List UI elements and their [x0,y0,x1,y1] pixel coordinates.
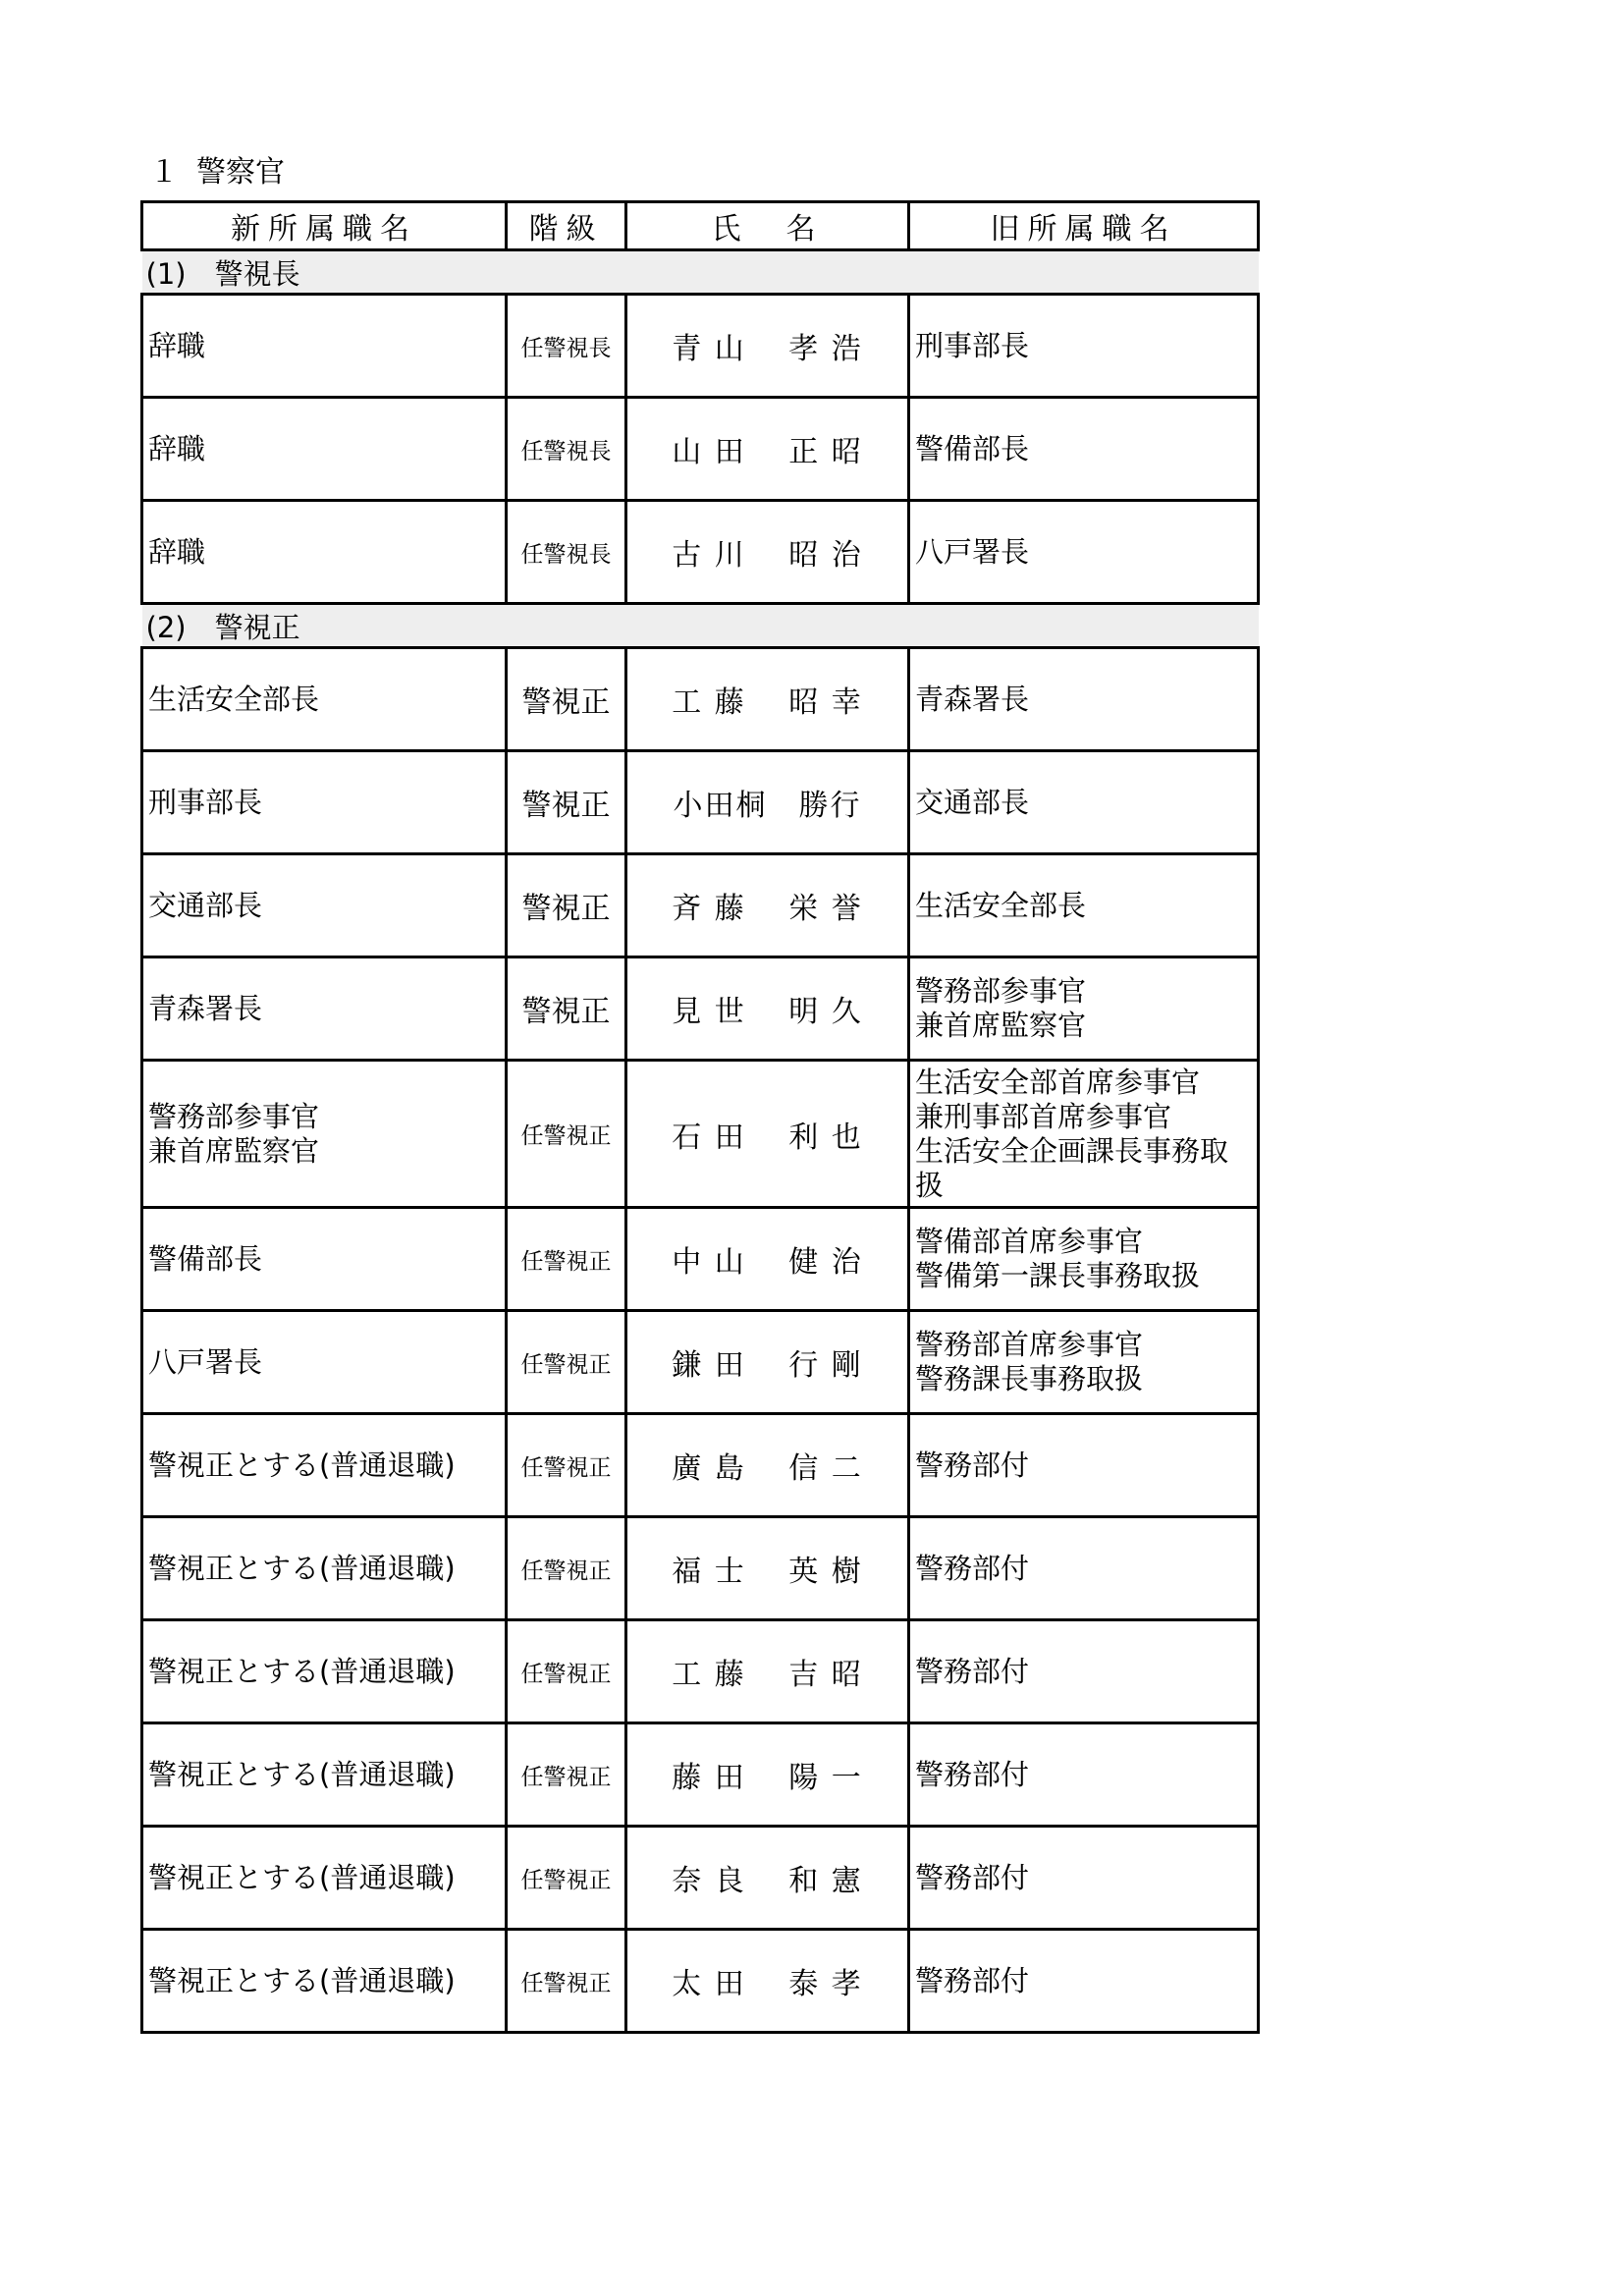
old-position-cell: 警務部付 [909,1517,1259,1620]
column-header-new-position: 新所属職名 [142,202,507,250]
column-header-old-position: 旧所属職名 [909,202,1259,250]
old-position-cell: 八戸署長 [909,501,1259,604]
column-header-rank: 階級 [507,202,626,250]
name-cell: 工 藤 昭 幸 [626,648,909,751]
table-row [142,1723,1259,1827]
table-row [142,501,1259,604]
name-cell: 太 田 泰 孝 [626,1930,909,2033]
old-position-cell: 生活安全部長 [909,854,1259,957]
name-cell: 斉 藤 栄 誉 [626,854,909,957]
name-cell: 古 川 昭 治 [626,501,909,604]
rank-cell: 任警視正 [507,1930,626,2033]
column-header-name: 氏 名 [626,202,909,250]
rank-cell: 任警視長 [507,501,626,604]
rank-cell: 任警視正 [507,1620,626,1723]
table-body [142,250,1259,2033]
name-cell: 鎌 田 行 剛 [626,1311,909,1414]
name-cell: 工 藤 吉 昭 [626,1620,909,1723]
old-position-cell: 交通部長 [909,751,1259,854]
old-position-cell: 警備部首席参事官 警備第一課長事務取扱 [909,1208,1259,1311]
name-cell: 石 田 利 也 [626,1061,909,1208]
new-position-cell: 八戸署長 [142,1311,507,1414]
table-row [142,1061,1259,1208]
name-cell: 見 世 明 久 [626,957,909,1061]
rank-cell: 任警視正 [507,1311,626,1414]
table-row [142,1827,1259,1930]
old-position-cell: 警務部参事官 兼首席監察官 [909,957,1259,1061]
rank-cell: 警視正 [507,751,626,854]
table-row [142,1930,1259,2033]
new-position-cell: 警視正とする(普通退職) [142,1930,507,2033]
name-cell: 青 山 孝 浩 [626,295,909,398]
old-position-cell: 警備部長 [909,398,1259,501]
section-label: (2) 警視正 [142,604,1259,648]
table-row [142,854,1259,957]
old-position-cell: 青森署長 [909,648,1259,751]
table-row [142,295,1259,398]
old-position-cell: 生活安全部首席参事官 兼刑事部首席参事官 生活安全企画課長事務取扱 [909,1061,1259,1208]
header-row [142,202,1259,250]
table-row [142,1311,1259,1414]
name-cell: 廣 島 信 二 [626,1414,909,1517]
new-position-cell: 刑事部長 [142,751,507,854]
name-cell: 山 田 正 昭 [626,398,909,501]
rank-cell: 任警視正 [507,1061,626,1208]
section-row [142,250,1259,295]
heading-title: 警察官 [196,155,285,190]
old-position-cell: 警務部付 [909,1827,1259,1930]
page-heading [149,153,285,192]
old-position-cell: 刑事部長 [909,295,1259,398]
new-position-cell: 交通部長 [142,854,507,957]
new-position-cell: 警視正とする(普通退職) [142,1827,507,1930]
table-row [142,751,1259,854]
old-position-cell: 警務部付 [909,1414,1259,1517]
new-position-cell: 青森署長 [142,957,507,1061]
new-position-cell: 辞職 [142,295,507,398]
name-cell: 藤 田 陽 一 [626,1723,909,1827]
personnel-table [140,200,1260,2034]
name-cell: 福 士 英 樹 [626,1517,909,1620]
rank-cell: 警視正 [507,854,626,957]
new-position-cell: 警備部長 [142,1208,507,1311]
name-cell: 中 山 健 治 [626,1208,909,1311]
rank-cell: 任警視正 [507,1723,626,1827]
table-row [142,1414,1259,1517]
table-row [142,398,1259,501]
table-header [142,202,1259,250]
new-position-cell: 生活安全部長 [142,648,507,751]
table-row [142,957,1259,1061]
rank-cell: 警視正 [507,957,626,1061]
rank-cell: 警視正 [507,648,626,751]
new-position-cell: 警視正とする(普通退職) [142,1414,507,1517]
old-position-cell: 警務部首席参事官 警務課長事務取扱 [909,1311,1259,1414]
name-cell: 奈 良 和 憲 [626,1827,909,1930]
new-position-cell: 警視正とする(普通退職) [142,1620,507,1723]
section-label: (1) 警視長 [142,250,1259,295]
rank-cell: 任警視正 [507,1414,626,1517]
old-position-cell: 警務部付 [909,1723,1259,1827]
new-position-cell: 警視正とする(普通退職) [142,1517,507,1620]
rank-cell: 任警視長 [507,295,626,398]
new-position-cell: 警視正とする(普通退職) [142,1723,507,1827]
section-row [142,604,1259,648]
table-row [142,1620,1259,1723]
new-position-cell: 辞職 [142,501,507,604]
new-position-cell: 警務部参事官 兼首席監察官 [142,1061,507,1208]
table-row [142,1517,1259,1620]
rank-cell: 任警視正 [507,1517,626,1620]
new-position-cell: 辞職 [142,398,507,501]
heading-number: １ [149,155,179,190]
table-row [142,648,1259,751]
rank-cell: 任警視長 [507,398,626,501]
name-cell: 小田桐 勝行 [626,751,909,854]
old-position-cell: 警務部付 [909,1930,1259,2033]
rank-cell: 任警視正 [507,1208,626,1311]
old-position-cell: 警務部付 [909,1620,1259,1723]
rank-cell: 任警視正 [507,1827,626,1930]
table-row [142,1208,1259,1311]
